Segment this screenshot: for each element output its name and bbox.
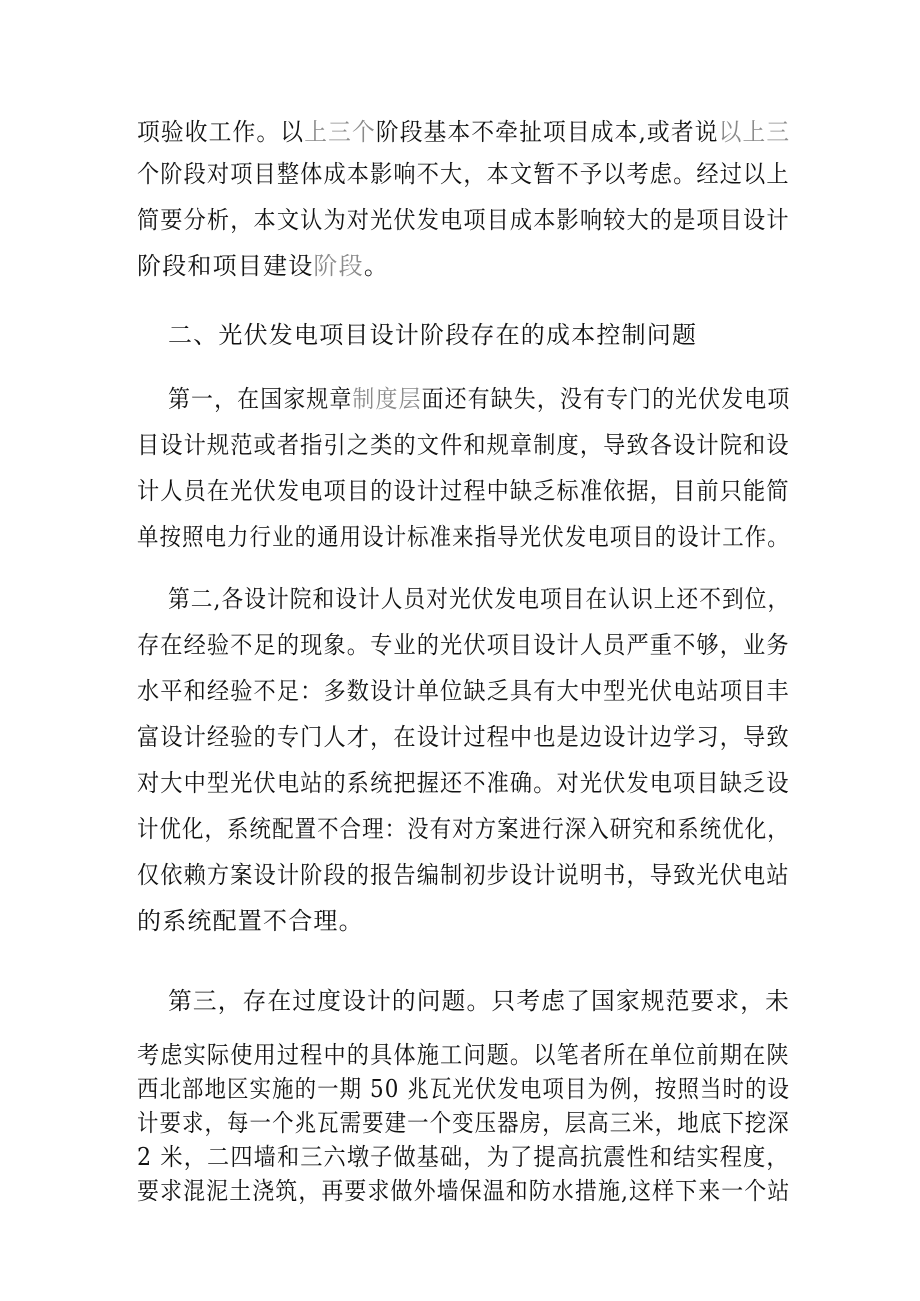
text-line (137, 768, 790, 798)
text-segment: 阶段 (313, 252, 364, 280)
text-segment: 考虑实际使用过程中的具体施工问题。以笔者所在单位前期在陕 (137, 1041, 790, 1069)
text-segment: 项验收工作。以 (137, 118, 305, 146)
text-line (137, 860, 790, 890)
text-line (168, 320, 697, 350)
text-segment: 存在经验不足的现象。专业的光伏项目设计人员严重不够，业务 (137, 631, 790, 659)
text-line (137, 1074, 790, 1104)
text-line (137, 251, 389, 281)
text-segment: 要求混泥土浇筑，再要求做外墙保温和防水措施,这样下来一个站 (137, 1177, 791, 1205)
text-line (137, 159, 790, 189)
text-line (137, 676, 790, 706)
text-line (137, 522, 790, 552)
text-segment: 。 (363, 252, 390, 280)
text-segment: 二、光伏发电项目设计阶段存在的成本控制问题 (168, 321, 698, 349)
text-segment: 目设计规范或者指引之类的文件和规章制度，导致各设计院和设 (137, 431, 790, 459)
text-line (137, 476, 790, 506)
text-segment: 第一，在国家规章 (168, 385, 353, 413)
text-segment: 面还有缺失，没有专门的光伏发电项 (421, 385, 791, 413)
text-line (137, 117, 790, 147)
text-line (137, 1142, 790, 1172)
text-line (137, 1176, 790, 1206)
text-segment: 个阶段对项目整体成本影响不大，本文暂不予以考虑。经过以上 (137, 160, 790, 188)
text-segment: 以上三 (718, 118, 791, 146)
text-segment: 阶段和项目建设 (137, 252, 314, 280)
text-segment: 简要分析，本文认为对光伏发电项目成本影响较大的是项目设计 (137, 206, 790, 234)
text-segment: 计优化，系统配置不合理：没有对方案进行深入研究和系统优化， (137, 815, 790, 843)
text-line (168, 986, 790, 1016)
text-segment: 西北部地区实施的一期 50 兆瓦光伏发电项目为例，按照当时的设 (137, 1075, 790, 1103)
text-line (137, 1040, 790, 1070)
text-segment: 上三个 (304, 118, 376, 146)
text-line (137, 205, 790, 235)
text-segment: 计人员在光伏发电项目的设计过程中缺乏标准依据，目前只能简 (137, 477, 790, 505)
text-segment: 的系统配置不合理。 (137, 907, 364, 935)
text-line (137, 1108, 790, 1138)
text-line (137, 630, 790, 660)
text-segment: 仅依赖方案设计阶段的报告编制初步设计说明书，导致光伏电站 (137, 861, 790, 889)
text-line (137, 906, 364, 936)
text-line (168, 384, 790, 414)
text-segment: 对大中型光伏电站的系统把握还不准确。对光伏发电项目缺乏设 (137, 769, 790, 797)
text-segment: 第三，存在过度设计的问题。只考虑了国家规范要求，未 (168, 987, 790, 1015)
text-line (137, 814, 790, 844)
text-line (137, 430, 790, 460)
text-segment: 2 米，二四墙和三六墩子做基础，为了提高抗震性和结实程度， (137, 1143, 790, 1171)
text-segment: 单按照电力行业的通用设计标准来指导光伏发电项目的设计工作。 (137, 523, 790, 551)
text-line (168, 584, 790, 614)
text-segment: 富设计经验的专门人才，在设计过程中也是边设计边学习，导致 (137, 723, 790, 751)
text-segment: 水平和经验不足：多数设计单位缺乏具有大中型光伏电站项目丰 (137, 677, 790, 705)
text-segment: 第二,各设计院和设计人员对光伏发电项目在认识上还不到位， (168, 585, 791, 613)
text-segment: 阶段基本不牵扯项目成本,或者说 (375, 118, 719, 146)
text-segment: 制度层 (352, 385, 422, 413)
text-segment: 计要求，每一个兆瓦需要建一个变压器房，层高三米，地底下挖深 (137, 1109, 790, 1137)
text-line (137, 722, 790, 752)
